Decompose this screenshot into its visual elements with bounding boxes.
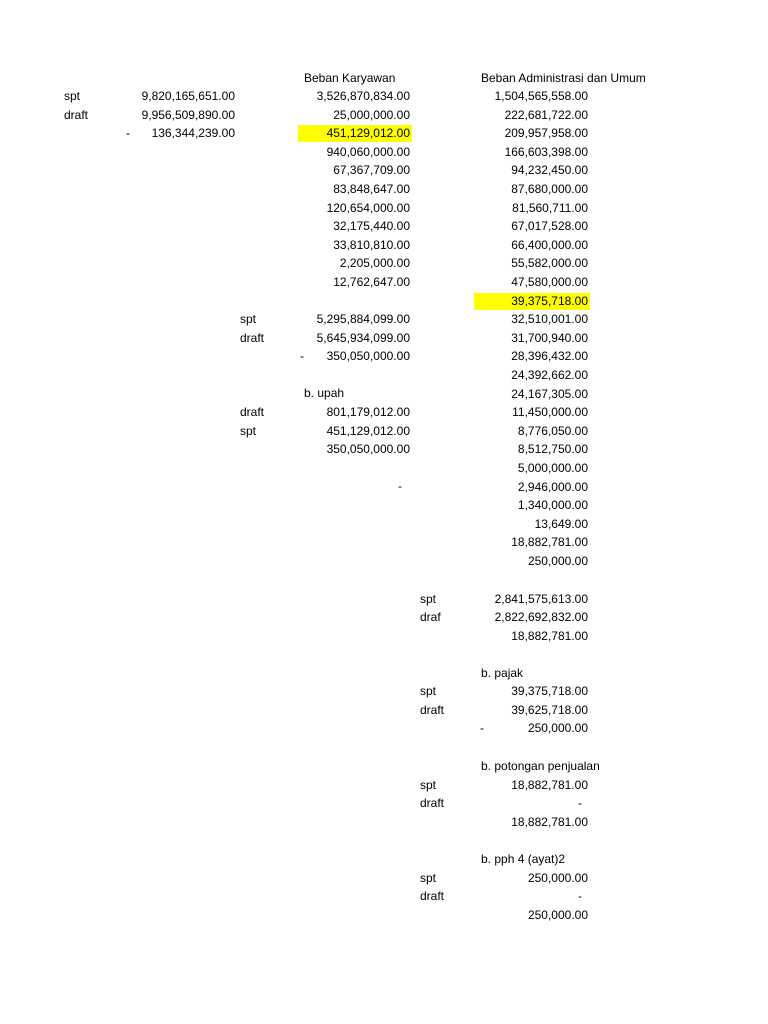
beban-admin-value: 67,017,528.00	[511, 219, 588, 234]
beban-admin-value: 8,776,050.00	[517, 423, 588, 438]
bk-summary-draft-value: 5,645,934,099.00	[316, 331, 410, 345]
pajak-diff-value: 250,000.00	[527, 721, 588, 735]
beban-admin-value: 1,340,000.00	[517, 498, 588, 513]
beban-admin-value: 8,512,750.00	[517, 442, 588, 457]
pajak-draft-value: 39,625,718.00	[511, 703, 588, 717]
beban-admin-value: 39,375,718.00	[474, 293, 590, 310]
bk-summary-spt-value: 5,295,884,099.00	[316, 312, 410, 326]
beban-admin-value: 18,882,781.00	[511, 535, 588, 550]
beban-admin-value: 55,582,000.00	[511, 256, 588, 271]
potongan-diff-value: 18,882,781.00	[511, 815, 588, 829]
bk-summary-diff-label: -	[300, 349, 304, 363]
beban-admin-value: 2,946,000.00	[517, 479, 588, 494]
beban-admin-value: 87,680,000.00	[511, 182, 588, 196]
beban-admin-value: 24,392,662.00	[511, 368, 588, 382]
beban-admin-value: 66,400,000.00	[511, 237, 588, 252]
upah-diff-value: 350,050,000.00	[326, 442, 410, 456]
pajak-draft-label: draft	[420, 703, 445, 717]
stray-dash: -	[398, 479, 402, 493]
pph4-spt-value: 250,000.00	[527, 871, 588, 885]
ba-summary-draf-label: draf	[420, 610, 441, 624]
beban-admin-value: 222,681,722.00	[504, 107, 588, 122]
ba-summary-diff-value: 18,882,781.00	[511, 629, 588, 643]
upah-spt-label: spt	[240, 424, 257, 438]
upah-draft-label: draft	[240, 405, 265, 419]
beban-karyawan-value: 12,762,647.00	[333, 275, 410, 289]
pajak-spt-value: 39,375,718.00	[511, 684, 588, 698]
bk-summary-diff-value: 350,050,000.00	[326, 349, 410, 363]
beban-admin-header: Beban Administrasi dan Umum	[481, 71, 646, 85]
pph4-draft-label: draft	[420, 889, 445, 903]
pph4-diff-value: 250,000.00	[527, 908, 588, 922]
upah-spt-value: 451,129,012.00	[326, 424, 410, 438]
beban-admin-value: 166,603,398.00	[504, 144, 588, 159]
beban-admin-value: 47,580,000.00	[511, 275, 588, 289]
beban-admin-value: 81,560,711.00	[512, 200, 588, 215]
beban-karyawan-value: 25,000,000.00	[333, 107, 410, 122]
beban-karyawan-value: 33,810,810.00	[333, 237, 410, 252]
pph4-draft-value: -	[578, 889, 582, 903]
beban-admin-value: 13,649.00	[534, 516, 588, 531]
potongan-draft-label: draft	[420, 796, 445, 810]
potongan-title: b. potongan penjualan	[481, 759, 600, 773]
bk-summary-draft-label: draft	[240, 331, 265, 345]
beban-karyawan-value: 2,205,000.00	[339, 256, 410, 271]
beban-admin-value: 1,504,565,558.00	[494, 89, 588, 103]
beban-karyawan-value: 3,526,870,834.00	[316, 89, 410, 103]
bk-summary-spt-label: spt	[240, 312, 257, 326]
beban-karyawan-value: 83,848,647.00	[333, 182, 410, 196]
beban-karyawan-value: 451,129,012.00	[298, 125, 412, 142]
beban-admin-value: 11,450,000.00	[512, 405, 588, 420]
top-left-draft-label: draft	[64, 108, 89, 122]
ba-summary-spt-value: 2,841,575,613.00	[494, 592, 588, 606]
beban-karyawan-header: Beban Karyawan	[304, 71, 396, 85]
top-left-spt-value: 9,820,165,651.00	[141, 89, 235, 103]
upah-title: b. upah	[304, 386, 345, 400]
beban-admin-value: 5,000,000.00	[517, 461, 588, 475]
ba-summary-spt-label: spt	[420, 592, 437, 606]
ba-summary-draf-value: 2,822,692,832.00	[494, 610, 588, 624]
pajak-diff-label: -	[480, 721, 484, 735]
top-left-draft-value: 9,956,509,890.00	[141, 108, 235, 122]
pph4-title: b. pph 4 (ayat)2	[481, 852, 566, 866]
beban-admin-value: 31,700,940.00	[511, 330, 588, 345]
beban-admin-value: 24,167,305.00	[511, 386, 588, 401]
beban-admin-value: 94,232,450.00	[511, 163, 588, 178]
potongan-draft-value: -	[578, 796, 582, 810]
beban-admin-value: 209,957,958.00	[504, 126, 588, 141]
top-left-spt-label: spt	[64, 89, 81, 103]
beban-karyawan-value: 67,367,709.00	[333, 163, 410, 178]
potongan-spt-label: spt	[420, 778, 437, 792]
beban-admin-value: 28,396,432.00	[511, 349, 588, 364]
beban-admin-value: 32,510,001.00	[511, 312, 588, 327]
beban-admin-value: 250,000.00	[527, 554, 588, 568]
pajak-spt-label: spt	[420, 684, 437, 698]
pph4-spt-label: spt	[420, 871, 437, 885]
beban-karyawan-value: 32,175,440.00	[333, 219, 410, 234]
top-left-diff-label: -	[126, 126, 130, 140]
pajak-title: b. pajak	[481, 666, 524, 680]
potongan-spt-value: 18,882,781.00	[511, 778, 588, 792]
upah-draft-value: 801,179,012.00	[326, 405, 410, 419]
beban-karyawan-value: 940,060,000.00	[326, 144, 410, 159]
top-left-diff-value: 136,344,239.00	[151, 126, 235, 140]
beban-karyawan-value: 120,654,000.00	[326, 200, 410, 215]
